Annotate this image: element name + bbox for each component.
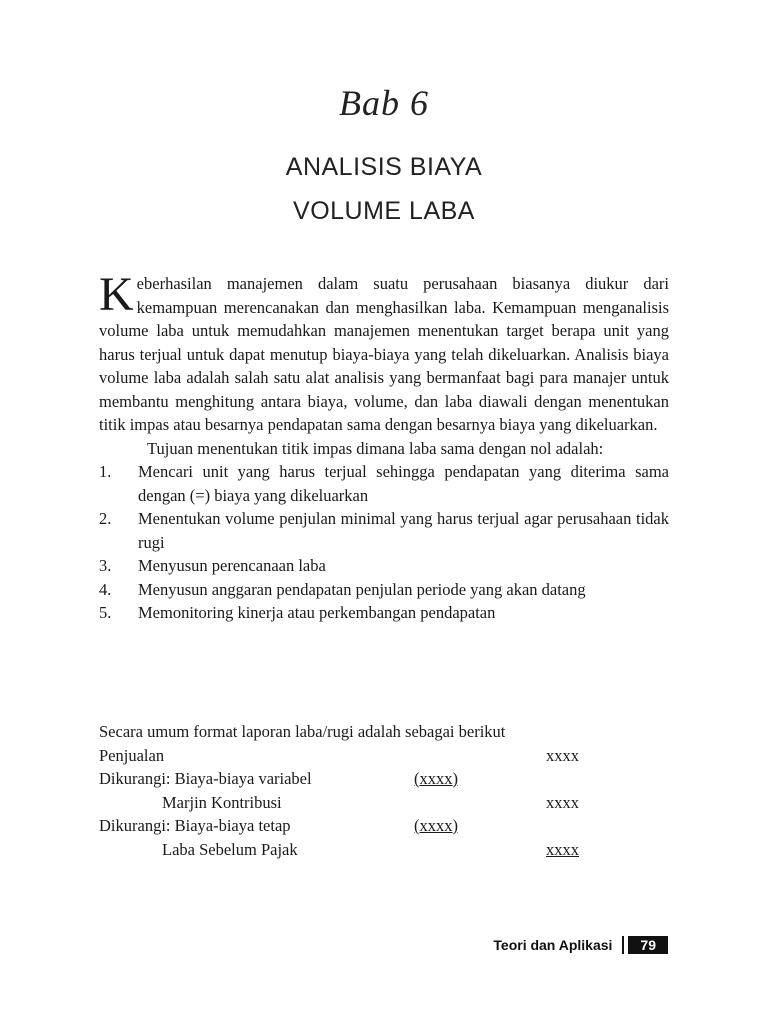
chapter-label: Bab 6 — [339, 83, 429, 123]
book-title: Teori dan Aplikasi — [493, 937, 613, 953]
page-footer — [493, 936, 668, 954]
report-row — [99, 767, 599, 791]
report-row-label: Dikurangi: Biaya-biaya tetap — [99, 816, 291, 835]
chapter-title-line-1: ANALISIS BIAYA — [285, 153, 483, 181]
report-row-label: Marjin Kontribusi — [162, 792, 282, 812]
report-row-label: Laba Sebelum Pajak — [162, 839, 298, 859]
footer-divider — [622, 936, 624, 954]
list-item-text: Memonitoring kinerja atau perkembangan pendapatan — [138, 603, 496, 622]
report-row-total: xxxx — [546, 792, 579, 812]
list-item-number: 2. — [99, 509, 112, 528]
list-item-text: Mencari unit yang harus terjual sehingga pendapatan yang diterima sama dengan (=) biaya yang dikeluarkan — [138, 462, 669, 505]
list-item-number: 5. — [99, 603, 112, 622]
report-row-total: xxxx — [546, 839, 579, 859]
list-item-text: Menyusun perencanaan laba — [138, 556, 326, 575]
list-item-number: 4. — [99, 579, 112, 599]
list-item — [99, 507, 669, 554]
drop-cap: K — [99, 268, 134, 321]
list-item — [99, 460, 669, 507]
list-item-number: 1. — [99, 462, 112, 481]
report-heading-row — [99, 720, 599, 744]
purpose-list — [99, 460, 669, 625]
report-row-deduction: (xxxx) — [414, 816, 458, 835]
report-row — [99, 791, 599, 815]
report-row-label: Penjualan — [99, 745, 165, 765]
report-row — [99, 838, 599, 862]
list-item — [99, 601, 669, 625]
list-item-number: 3. — [99, 556, 112, 575]
intro-text: eberhasilan manajemen dalam suatu perusahaan biasanya diukur dari kemampuan merencanakan dan menghasilkan laba. Kemampuan menganalisis volume laba untuk memudahkan manajemen menentukan target berapa unit yang harus terjual untuk dapat menutup biaya-biaya yang telah dikeluarkan. Analisis biaya volume laba adalah salah satu alat analisis yang bermanfaat bagi para manajer untuk membantu menghitung antara biaya, volume, dan laba diawali dengan menentukan titik impas atau besarnya pendapatan sama dengan besarnya biaya yang dikeluarkan. — [99, 274, 669, 434]
report-row-deduction: (xxxx) — [414, 769, 458, 788]
report-row — [99, 814, 599, 838]
report-row-label: Dikurangi: Biaya-biaya variabel — [99, 769, 312, 788]
list-item — [99, 578, 669, 602]
report-row — [99, 744, 599, 768]
list-item-text: Menyusun anggaran pendapatan penjulan periode yang akan datang — [138, 579, 586, 599]
list-item — [99, 554, 669, 578]
list-item-text: Menentukan volume penjulan minimal yang harus terjual agar perusahaan tidak rugi — [138, 509, 669, 552]
income-statement-format — [99, 720, 599, 861]
purpose-intro: Tujuan menentukan titik impas dimana laba sama dengan nol adalah: — [147, 438, 604, 458]
chapter-title-line-2: VOLUME LABA — [293, 197, 475, 225]
intro-paragraph — [99, 268, 669, 437]
page-number: 79 — [628, 936, 668, 954]
report-heading: Secara umum format laporan laba/rugi adalah sebagai berikut — [99, 722, 506, 741]
report-row-total: xxxx — [546, 745, 579, 765]
main-text — [99, 268, 669, 625]
